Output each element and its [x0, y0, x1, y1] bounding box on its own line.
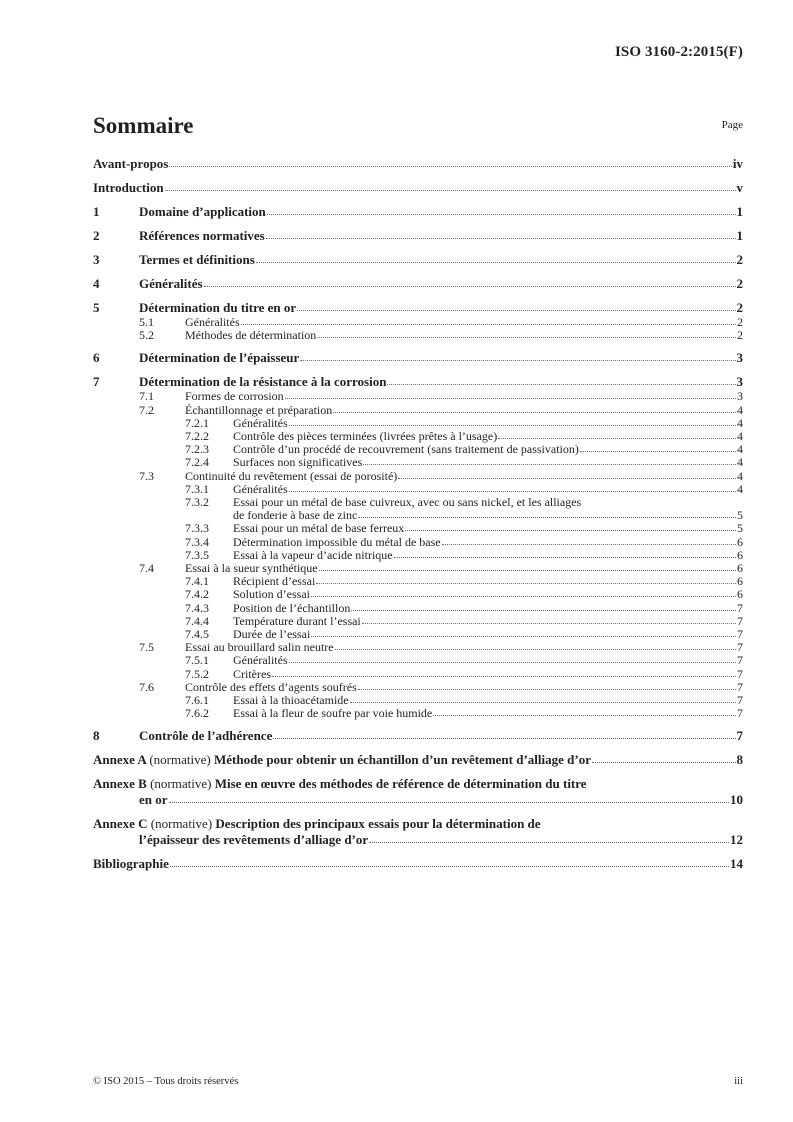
toc-entry-7-4-2[interactable] [93, 588, 743, 601]
toc-entry-annex-b-continuation[interactable] [93, 792, 743, 808]
toc-entry-page: 7 [737, 640, 743, 655]
toc-entry-label: Détermination impossible du métal de base [233, 534, 441, 549]
annex-type: (normative) [150, 776, 212, 792]
toc-entry-page: 14 [730, 856, 743, 872]
dot-leader [316, 583, 736, 584]
toc-entry-3[interactable] [93, 252, 743, 268]
annex-title: Description des principaux essais pour la détermination de [215, 816, 541, 832]
toc-entry-number: 7.2.3 [185, 442, 209, 457]
dot-leader [580, 451, 736, 452]
toc-entry-number: 6 [93, 350, 100, 366]
table-of-contents [93, 156, 743, 872]
toc-entry-page: 4 [737, 455, 743, 470]
dot-leader [358, 517, 736, 518]
toc-entry-page: 4 [737, 481, 743, 496]
dot-leader [169, 802, 729, 803]
dot-leader [398, 478, 736, 479]
toc-entry-page: 6 [737, 561, 743, 576]
toc-entry-page: 3 [737, 389, 743, 404]
toc-entry-page: 4 [737, 468, 743, 483]
toc-entry-page: 3 [736, 350, 743, 366]
toc-entry-annex-b[interactable] [93, 776, 743, 792]
toc-entry-2[interactable] [93, 228, 743, 244]
toc-entry-number: 7.5.1 [185, 653, 209, 668]
page-title: Sommaire [93, 113, 194, 138]
toc-entry-label: Continuité du revêtement (essai de porosité) [185, 468, 398, 483]
dot-leader [362, 623, 736, 624]
toc-entry-number: 1 [93, 204, 100, 219]
toc-entry-label: Domaine d’application [139, 204, 266, 219]
toc-entry-number: 7.4.3 [185, 600, 209, 615]
toc-entry-page: 7 [737, 679, 743, 694]
toc-entry-4[interactable] [93, 276, 743, 292]
toc-entry-number: 7.6.1 [185, 693, 209, 708]
document-id: ISO 3160-2:2015(F) [614, 44, 743, 60]
toc-entry-number: 4 [93, 276, 100, 291]
toc-entry-page: 7 [736, 728, 743, 744]
toc-entry-label: Solution d’essai [233, 587, 310, 602]
toc-entry-page: 6 [737, 574, 743, 589]
toc-entry-7-3-4[interactable] [93, 536, 743, 549]
dot-leader [273, 738, 735, 739]
toc-entry-page: 7 [737, 666, 743, 681]
toc-entry-label-continued: en or [139, 792, 168, 808]
toc-entry-7-2-4[interactable] [93, 456, 743, 469]
toc-entry-number: 7.4 [139, 561, 154, 576]
toc-entry-label: Position de l’échantillon [233, 600, 351, 615]
dot-leader [433, 715, 736, 716]
toc-entry-number: 3 [93, 252, 100, 267]
toc-entry-label: Formes de corrosion [185, 389, 284, 404]
toc-entry-label: Références normatives [139, 228, 265, 243]
toc-entry-label: Essai à la fleur de soufre par voie humide [233, 706, 433, 721]
toc-entry-page: 5 [737, 508, 743, 523]
dot-leader [350, 702, 736, 703]
toc-entry-number: 7.2 [139, 402, 154, 417]
toc-entry-7[interactable] [93, 374, 743, 390]
toc-entry-label: Avant-propos [93, 156, 169, 171]
toc-entry-7-5-1[interactable] [93, 654, 743, 667]
toc-entry-7-5-2[interactable] [93, 668, 743, 681]
toc-entry-label: Échantillonnage et préparation [185, 402, 333, 417]
toc-entry-page: 6 [737, 534, 743, 549]
dot-leader [333, 412, 736, 413]
toc-entry-label: Généralités [233, 481, 288, 496]
toc-entry-label: Contrôle de l’adhérence [139, 728, 273, 744]
toc-entry-number: 5.1 [139, 315, 154, 329]
toc-entry-6[interactable] [93, 350, 743, 366]
toc-entry-label-continued: de fonderie à base de zinc [233, 508, 358, 523]
annex-title: Mise en œuvre des méthodes de référence de détermination du titre [214, 776, 587, 792]
toc-entry-page: 12 [730, 832, 743, 848]
toc-entry-label: Critères [233, 666, 271, 681]
toc-entry-8[interactable] [93, 728, 743, 744]
copyright-notice: © ISO 2015 – Tous droits réservés [93, 1076, 239, 1087]
toc-entry-bibliographie[interactable] [93, 856, 743, 872]
toc-entry-annex-c[interactable] [93, 816, 743, 832]
toc-entry-number: 7.3.5 [185, 547, 209, 562]
dot-leader [272, 676, 736, 677]
toc-entry-page: 4 [737, 415, 743, 430]
toc-entry-number: 7.2.1 [185, 415, 209, 430]
toc-entry-number: 7.4.1 [185, 574, 209, 589]
dot-leader [498, 438, 736, 439]
toc-entry-label: Introduction [93, 180, 164, 195]
toc-entry-page: 8 [736, 752, 743, 768]
dot-leader [170, 866, 729, 867]
annex-prefix: Annexe C [93, 816, 148, 832]
dot-leader [266, 238, 736, 239]
toc-entry-label: Essai à la thioacétamide [233, 693, 349, 708]
dot-leader [267, 214, 736, 215]
toc-entry-label [93, 776, 587, 792]
toc-entry-label: Durée de l’essai [233, 627, 311, 642]
toc-entry-page: 7 [737, 653, 743, 668]
toc-entry-annex-c-continuation[interactable] [93, 832, 743, 848]
dot-leader [405, 530, 736, 531]
dot-leader [204, 286, 736, 287]
dot-leader [297, 310, 735, 311]
toc-entry-7-2[interactable] [93, 404, 743, 417]
page-number: iii [734, 1076, 743, 1087]
toc-entry-page: 7 [737, 613, 743, 628]
toc-entry-label: Essai à la sueur synthétique [185, 561, 318, 576]
toc-entry-annex-a[interactable] [93, 752, 743, 768]
dot-leader [285, 398, 736, 399]
dot-leader [387, 384, 735, 385]
annex-prefix: Annexe A [93, 752, 147, 768]
dot-leader [319, 570, 736, 571]
toc-entry-page: 4 [737, 402, 743, 417]
dot-leader [351, 610, 736, 611]
dot-leader [300, 360, 735, 361]
toc-entry-number: 7.2.2 [185, 429, 209, 444]
toc-entry-label: Détermination de la résistance à la corrosion [139, 374, 387, 390]
toc-entry-label: Méthodes de détermination [185, 328, 317, 343]
toc-entry-label: Essai au brouillard salin neutre [185, 640, 334, 655]
toc-entry-label: Contrôle d’un procédé de recouvrement (sans traitement de passivation) [233, 442, 579, 457]
dot-leader [311, 596, 736, 597]
toc-entry-label: Essai à la vapeur d’acide nitrique [233, 547, 393, 562]
dot-leader [289, 491, 736, 492]
toc-entry-label: Bibliographie [93, 856, 169, 872]
toc-entry-page: 4 [737, 442, 743, 457]
toc-entry-introduction[interactable] [93, 180, 743, 196]
dot-leader [256, 262, 736, 263]
toc-entry-label: Généralités [233, 415, 288, 430]
toc-entry-label-continued: l’épaisseur des revêtements d’alliage d’or [139, 832, 369, 848]
toc-entry-page: 2 [736, 252, 743, 267]
dot-leader [394, 557, 736, 558]
toc-entry-number: 7.1 [139, 389, 154, 404]
toc-entry-page: 2 [737, 328, 743, 343]
dot-leader [335, 649, 736, 650]
toc-entry-page: 2 [736, 276, 743, 291]
toc-entry-number: 5 [93, 300, 100, 315]
toc-entry-page: 1 [736, 204, 743, 219]
toc-entry-page: 1 [736, 228, 743, 243]
toc-entry-number: 7.4.5 [185, 627, 209, 642]
toc-entry-page: 3 [736, 374, 743, 390]
dot-leader [358, 689, 736, 690]
toc-entry-page: iv [732, 156, 743, 171]
toc-entry-number: 7.3 [139, 468, 154, 483]
toc-entry-label: Surfaces non significatives [233, 455, 363, 470]
toc-entry-label: Détermination du titre en or [139, 300, 297, 315]
page-column-label: Page [721, 119, 743, 131]
toc-entry-label: Récipient d’essai [233, 574, 316, 589]
toc-entry-7-4-3[interactable] [93, 602, 743, 615]
annex-prefix: Annexe B [93, 776, 147, 792]
toc-entry-label: Détermination de l’épaisseur [139, 350, 300, 366]
dot-leader [311, 636, 736, 637]
toc-entry-page: 5 [737, 521, 743, 536]
toc-entry-number: 7.2.4 [185, 455, 209, 470]
toc-entry-label [93, 816, 541, 832]
toc-entry-page: 7 [737, 627, 743, 642]
toc-entry-label: Température durant l’essai [233, 613, 361, 628]
toc-entry-page: 7 [737, 600, 743, 615]
dot-leader [363, 464, 736, 465]
toc-entry-7-3-3[interactable] [93, 522, 743, 535]
toc-entry-number: 7.4.2 [185, 587, 209, 602]
toc-entry-page: 7 [737, 706, 743, 721]
dot-leader [169, 166, 732, 167]
toc-entry-number: 7.4.4 [185, 613, 209, 628]
toc-entry-number: 8 [93, 728, 100, 744]
toc-entry-number: 7 [93, 374, 100, 390]
annex-title: Méthode pour obtenir un échantillon d’un revêtement d’alliage d’or [213, 752, 591, 768]
dot-leader [592, 762, 736, 763]
annex-type: (normative) [149, 752, 211, 768]
toc-entry-7-3[interactable] [93, 470, 743, 483]
toc-entry-label: Généralités [233, 653, 288, 668]
toc-entry-number: 5.2 [139, 328, 154, 343]
toc-entry-1[interactable] [93, 204, 743, 220]
toc-entry-5-2[interactable] [93, 329, 743, 342]
toc-entry-label: Essai pour un métal de base cuivreux, avec ou sans nickel, et les alliages [233, 495, 582, 510]
toc-entry-page: 6 [737, 547, 743, 562]
toc-entry-number: 7.3.2 [185, 495, 209, 510]
annex-type: (normative) [150, 816, 213, 832]
toc-entry-7-6-2[interactable] [93, 707, 743, 720]
toc-entry-label: Termes et définitions [139, 252, 255, 267]
toc-entry-7-1[interactable] [93, 390, 743, 403]
toc-entry-number: 7.5 [139, 640, 154, 655]
toc-entry-5[interactable] [93, 300, 743, 316]
toc-entry-7-3-2[interactable] [93, 496, 743, 509]
toc-entry-number: 7.3.3 [185, 521, 209, 536]
toc-entry-label [93, 752, 591, 768]
dot-leader [289, 425, 736, 426]
toc-entry-page: v [736, 180, 743, 195]
toc-entry-number: 7.3.4 [185, 534, 209, 549]
toc-entry-page: 7 [737, 693, 743, 708]
dot-leader [369, 842, 729, 843]
dot-leader [241, 324, 736, 325]
toc-entry-label: Essai pour un métal de base ferreux [233, 521, 405, 536]
toc-entry-page: 10 [730, 792, 743, 808]
toc-entry-label: Contrôle des pièces terminées (livrées prêtes à l’usage) [233, 429, 498, 444]
toc-entry-page: 2 [737, 315, 743, 329]
toc-entry-number: 7.5.2 [185, 666, 209, 681]
toc-entry-label: Contrôle des effets d’agents soufrés [185, 679, 357, 694]
toc-entry-number: 7.6.2 [185, 706, 209, 721]
dot-leader [317, 337, 736, 338]
toc-entry-label: Généralités [139, 276, 203, 291]
toc-entry-label: Généralités [185, 315, 240, 329]
dot-leader [289, 662, 736, 663]
toc-entry-number: 7.6 [139, 679, 154, 694]
toc-entry-number: 7.3.1 [185, 481, 209, 496]
toc-entry-page: 6 [737, 587, 743, 602]
dot-leader [442, 544, 736, 545]
toc-entry-page: 4 [737, 429, 743, 444]
toc-entry-page: 2 [736, 300, 743, 315]
toc-entry-avant-propos[interactable] [93, 156, 743, 172]
dot-leader [165, 190, 736, 191]
toc-entry-number: 2 [93, 228, 100, 243]
